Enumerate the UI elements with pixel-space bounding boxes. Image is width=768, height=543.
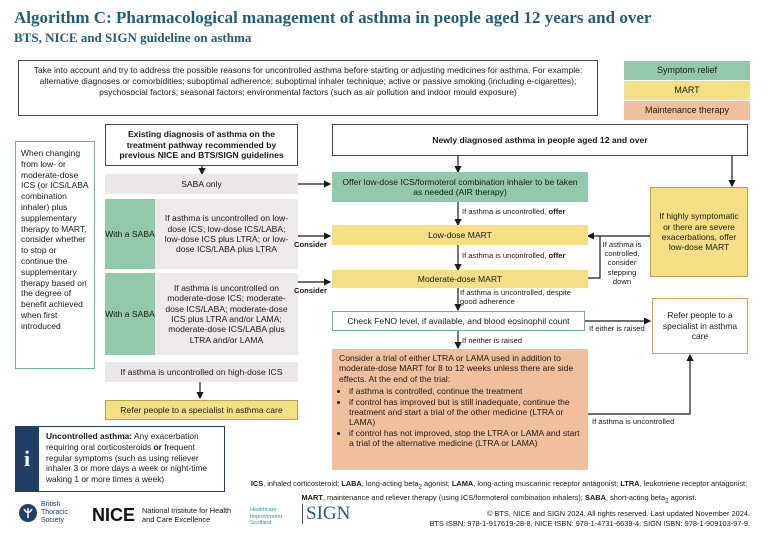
label-either-raised: If either is raised: [589, 324, 645, 333]
new-diagnosis-box: Newly diagnosed asthma in people aged 12 and over: [332, 124, 748, 156]
left-note: When changing from low- or moderate-dose ICS (or ICS/LABA combination inhaler) plus supplementary therapy to MART, consider whether to stop or continue the supplementary therapy based on the degree of benefit achieved when first introduced: [15, 141, 95, 369]
healthcare-improvement-scotland-logo: Healthcare Improvement Scotland: [250, 507, 283, 526]
saba-only-box: SABA only: [105, 174, 298, 194]
info-icon: i: [15, 426, 39, 492]
trial-outcome-3: • if control has not improved, stop the LTRA or LAMA and start a trial of the alternative medicine (LTRA or LAMA): [349, 428, 581, 449]
trial-outcomes-list: [339, 386, 581, 448]
bts-logo-text: British Thoracic Society: [41, 501, 68, 524]
trial-outcome-2: • if control has improved but is still inadequate, continue the treatment and start a trial of the other medicine (LTRA or LAMA): [349, 397, 581, 428]
consider-label-2: Consider: [294, 286, 327, 295]
legend-symptom-relief: Symptom relief: [624, 61, 750, 80]
step-moderate-dose-mart: Moderate-dose MART: [332, 270, 588, 288]
legend-mart: MART: [624, 81, 750, 100]
step-feno-check: Check FeNO level, if available, and blood eosinophil count: [332, 311, 585, 331]
consider-label-1: Consider: [294, 240, 327, 249]
abbreviations-note: ICS, inhaled corticosteroid; LABA, long-acting beta$_2$ agonist; LAMA, long-acting muscarinic receptor antagonist; LTRA, leukotriene receptor antagonist; MART, maintenance and reliever therapy (using ICS/formoterol combination inhalers); SABA, short-acting beta$_2$ agonist.: [250, 479, 748, 505]
legend-maintenance: Maintenance therapy: [624, 101, 750, 120]
label-step-down: If asthma is controlled, consider stepping down: [602, 240, 642, 286]
label-uncontrolled-1: If asthma is uncontrolled, offer: [462, 207, 566, 216]
with-saba-box-1: With a SABA: [105, 199, 155, 269]
isbn-line: BTS ISBN: 978-1-917619-28-8. NICE ISBN: 978-1-4731-6639-4. SIGN ISBN: 978-1-909103-97-9.: [429, 519, 750, 528]
step-low-dose-mart: Low-dose MART: [332, 225, 588, 245]
high-dose-box: If asthma is uncontrolled on high-dose ICS: [105, 362, 298, 382]
refer-specialist-right: Refer people to a specialist in asthma care: [652, 298, 748, 354]
page-title: Algorithm C: Pharmacological management of asthma in people aged 12 years and over: [14, 8, 652, 27]
trial-outcome-1: • if asthma is controlled, continue the treatment: [349, 386, 581, 396]
footer-copyright: [420, 509, 750, 529]
intro-note: Take into account and try to address the possible reasons for uncontrolled asthma before starting or adjusting medicines for asthma. For example: alternative diagnoses or comorbidities; suboptimal adherence; suboptimal inhaler technique; active or passive smoking (including e-cigarettes); psychosocial factors; seasonal factors; environmental factors (such as air pollution and indoor mould exposure): [18, 60, 598, 116]
low-dose-existing-box: If asthma is uncontrolled on low-dose ICS; low-dose ICS/LABA; low-dose ICS plus LTRA; or low-dose ICS/LABA plus LTRA: [155, 199, 298, 269]
uncontrolled-definition: [15, 426, 225, 492]
with-saba-box-2: With a SABA: [105, 273, 155, 355]
moderate-dose-existing-box: If asthma is uncontrolled on moderate-dose ICS; moderate-dose ICS/LABA; moderate-dose ICS plus LTRA and/or LAMA; moderate-dose ICS/LABA plus LTRA and/or LAMA: [155, 273, 298, 355]
step-air-therapy: Offer low-dose ICS/formoterol combination inhaler to be taken as needed (AIR therapy): [332, 172, 588, 202]
step-ltra-lama-trial: [332, 349, 588, 470]
existing-diagnosis-header: Existing diagnosis of asthma on the treatment pathway recommended by previous NICE and BTS/SIGN guidelines: [105, 124, 298, 166]
bts-logo: [18, 500, 88, 528]
refer-specialist-left: Refer people to a specialist in asthma care: [105, 400, 298, 420]
trial-intro: Consider a trial of either LTRA or LAMA used in addition to moderate-dose MART for 8 to 12 weeks unless there are side effects. At the end of the trial:: [339, 353, 574, 384]
label-if-uncontrolled: If asthma is uncontrolled: [592, 417, 675, 426]
bts-logo-icon: [18, 502, 38, 524]
sign-logo: SIGN: [302, 504, 348, 524]
nice-logo: NICE: [92, 505, 136, 525]
nice-logo-sub: National Institute for Health and Care Excellence: [142, 506, 232, 524]
label-neither-raised: If neither is raised: [462, 336, 522, 345]
label-despite-adherence: If asthma is uncontrolled, despite good adherence: [460, 288, 572, 307]
copyright-line: © BTS, NICE and SIGN 2024. All rights reserved. Last updated November 2024.: [486, 509, 750, 518]
highly-symptomatic-box: If highly symptomatic or there are severe exacerbations, offer low-dose MART: [650, 187, 748, 277]
uncontrolled-definition-text: Uncontrolled asthma: Any exacerbation requiring oral corticosteroids or frequent regular symptoms (such as using reliever inhaler 3 or more days a week or night-time waking 1 or more times a week): [46, 431, 208, 485]
page-subtitle: BTS, NICE and SIGN guideline on asthma: [14, 30, 252, 45]
label-uncontrolled-2: If asthma is uncontrolled, offer: [462, 251, 566, 260]
